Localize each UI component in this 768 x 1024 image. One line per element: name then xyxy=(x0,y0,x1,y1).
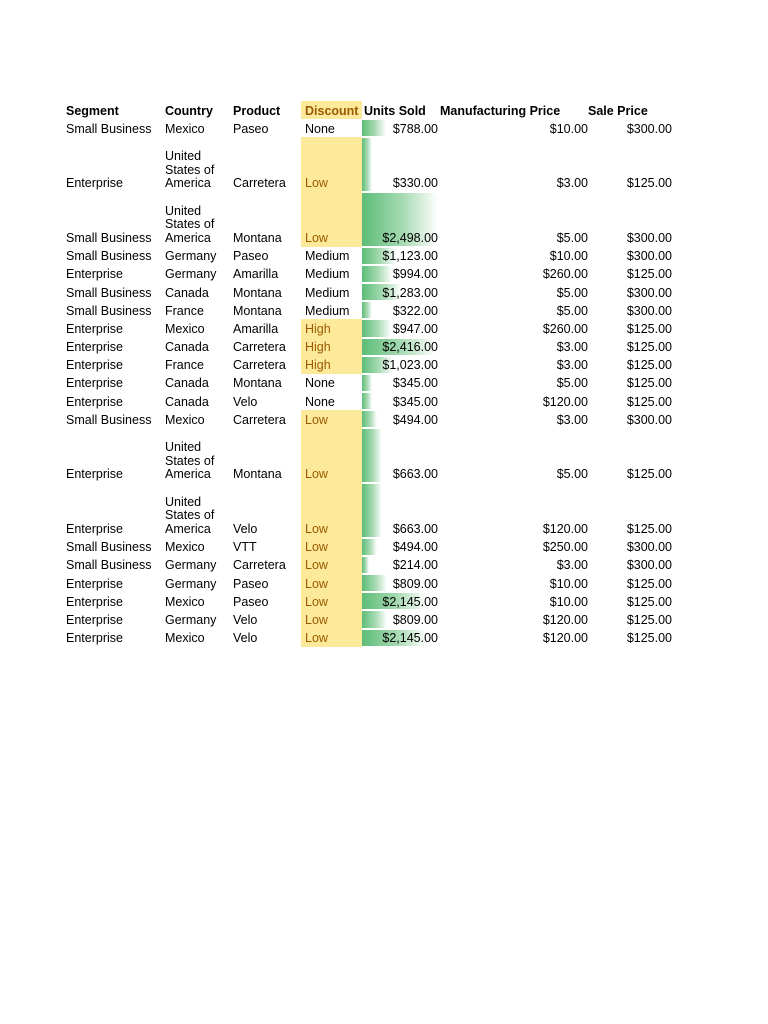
product-cell[interactable]: Montana xyxy=(233,303,282,318)
units-sold-value: $2,145.00 xyxy=(382,631,438,646)
units-sold-value: $345.00 xyxy=(392,394,438,409)
discount-cell[interactable]: Low xyxy=(301,556,362,574)
product-cell[interactable]: Paseo xyxy=(233,576,269,591)
units-sold-value: $330.00 xyxy=(392,176,438,191)
segment-cell[interactable]: Small Business xyxy=(66,558,152,573)
segment-cell[interactable]: Small Business xyxy=(66,230,152,245)
units-sold-value: $663.00 xyxy=(392,467,438,482)
segment-cell[interactable]: Enterprise xyxy=(66,467,123,482)
manufacturing-price-cell[interactable]: $3.00 xyxy=(556,558,588,573)
units-sold-cell[interactable] xyxy=(362,428,438,483)
units-sold-value: $809.00 xyxy=(392,576,438,591)
manufacturing-price-cell[interactable]: $120.00 xyxy=(542,394,588,409)
sale-price-cell[interactable]: $125.00 xyxy=(626,612,672,627)
segment-cell[interactable]: Small Business xyxy=(66,412,152,427)
units-sold-value: $663.00 xyxy=(392,522,438,537)
product-cell[interactable]: Velo xyxy=(233,631,258,646)
discount-cell[interactable]: Low xyxy=(301,592,362,610)
units-sold-cell[interactable] xyxy=(362,574,438,592)
country-cell[interactable]: Germany xyxy=(165,249,217,264)
units-sold-value: $2,145.00 xyxy=(382,594,438,609)
sale-price-cell[interactable]: $300.00 xyxy=(626,249,672,264)
product-cell[interactable]: Carretera xyxy=(233,358,286,373)
country-cell[interactable]: United States of America xyxy=(165,494,215,537)
discount-cell[interactable]: Low xyxy=(301,610,362,628)
units-sold-cell[interactable] xyxy=(362,265,438,283)
units-sold-cell[interactable] xyxy=(362,319,438,337)
sale-price-cell[interactable]: $125.00 xyxy=(626,358,672,373)
sale-price-cell[interactable]: $125.00 xyxy=(626,394,672,409)
segment-cell[interactable]: Small Business xyxy=(66,285,152,300)
units-sold-cell[interactable] xyxy=(362,137,438,192)
country-cell[interactable]: Mexico xyxy=(165,412,205,427)
manufacturing-price-cell[interactable]: $260.00 xyxy=(542,321,588,336)
sale-price-cell[interactable]: $300.00 xyxy=(626,303,672,318)
discount-cell[interactable]: High xyxy=(301,338,362,356)
country-cell[interactable]: Mexico xyxy=(165,631,205,646)
manufacturing-price-cell[interactable]: $10.00 xyxy=(549,576,588,591)
segment-cell[interactable]: Enterprise xyxy=(66,267,123,282)
product-cell[interactable]: Carretera xyxy=(233,340,286,355)
sale-price-cell[interactable]: $125.00 xyxy=(626,631,672,646)
country-cell[interactable]: United States of America xyxy=(165,203,215,245)
header-product[interactable]: Product xyxy=(233,103,281,118)
country-cell[interactable]: Canada xyxy=(165,340,209,355)
sale-price-cell[interactable]: $300.00 xyxy=(626,558,672,573)
segment-cell[interactable]: Enterprise xyxy=(66,612,123,627)
segment-cell[interactable]: Enterprise xyxy=(66,394,123,409)
units-sold-value: $809.00 xyxy=(392,612,438,627)
sale-price-cell[interactable]: $125.00 xyxy=(626,576,672,591)
manufacturing-price-cell[interactable]: $3.00 xyxy=(556,412,588,427)
sale-price-cell[interactable]: $125.00 xyxy=(626,467,672,482)
sale-price-cell[interactable]: $125.00 xyxy=(626,522,672,537)
manufacturing-price-cell[interactable]: $5.00 xyxy=(556,285,588,300)
country-cell[interactable]: Germany xyxy=(165,576,217,591)
units-sold-value: $214.00 xyxy=(392,558,438,573)
units-sold-value: $2,498.00 xyxy=(382,230,438,245)
segment-cell[interactable]: Small Business xyxy=(66,540,152,555)
country-cell[interactable]: Germany xyxy=(165,267,217,282)
units-sold-cell[interactable] xyxy=(362,301,438,319)
units-sold-cell[interactable] xyxy=(362,356,438,374)
manufacturing-price-cell[interactable]: $10.00 xyxy=(549,594,588,609)
segment-cell[interactable]: Small Business xyxy=(66,121,152,136)
segment-cell[interactable]: Enterprise xyxy=(66,176,123,191)
manufacturing-price-cell[interactable]: $120.00 xyxy=(542,631,588,646)
sale-price-cell[interactable]: $300.00 xyxy=(626,412,672,427)
manufacturing-price-cell[interactable]: $5.00 xyxy=(556,303,588,318)
manufacturing-price-cell[interactable]: $120.00 xyxy=(542,522,588,537)
manufacturing-price-cell[interactable]: $5.00 xyxy=(556,230,588,245)
product-cell[interactable]: Velo xyxy=(233,394,258,409)
sale-price-cell[interactable]: $125.00 xyxy=(626,176,672,191)
product-cell[interactable]: Carretera xyxy=(233,412,286,427)
units-sold-value: $2,416.00 xyxy=(382,340,438,355)
sale-price-cell[interactable]: $300.00 xyxy=(626,285,672,300)
product-cell[interactable]: Carretera xyxy=(233,176,286,191)
manufacturing-price-cell[interactable]: $3.00 xyxy=(556,358,588,373)
product-cell[interactable]: Montana xyxy=(233,285,282,300)
country-cell[interactable]: France xyxy=(165,358,204,373)
country-cell[interactable]: Canada xyxy=(165,285,209,300)
discount-cell[interactable]: High xyxy=(301,356,362,374)
manufacturing-price-cell[interactable]: $3.00 xyxy=(556,176,588,191)
header-segment[interactable]: Segment xyxy=(66,103,119,118)
discount-cell[interactable]: None xyxy=(305,376,335,391)
segment-cell[interactable]: Enterprise xyxy=(66,594,123,609)
header-sale-price[interactable]: Sale Price xyxy=(588,103,648,118)
units-sold-cell[interactable] xyxy=(362,483,438,538)
discount-cell[interactable]: Low xyxy=(301,428,362,483)
country-cell[interactable]: France xyxy=(165,303,204,318)
country-cell[interactable]: Mexico xyxy=(165,594,205,609)
sale-price-cell[interactable]: $125.00 xyxy=(626,340,672,355)
units-sold-value: $494.00 xyxy=(392,412,438,427)
units-sold-cell[interactable] xyxy=(362,556,438,574)
units-sold-value: $494.00 xyxy=(392,540,438,555)
manufacturing-price-cell[interactable]: $5.00 xyxy=(556,467,588,482)
country-cell[interactable]: Mexico xyxy=(165,321,205,336)
discount-cell[interactable]: Low xyxy=(301,410,362,428)
country-cell[interactable]: Germany xyxy=(165,558,217,573)
segment-cell[interactable]: Enterprise xyxy=(66,340,123,355)
product-cell[interactable]: Velo xyxy=(233,522,258,537)
manufacturing-price-cell[interactable]: $3.00 xyxy=(556,340,588,355)
units-sold-value: $994.00 xyxy=(392,267,438,282)
manufacturing-price-cell[interactable]: $260.00 xyxy=(542,267,588,282)
manufacturing-price-cell[interactable]: $10.00 xyxy=(549,121,588,136)
discount-cell[interactable]: Medium xyxy=(305,249,350,264)
units-sold-cell[interactable] xyxy=(362,592,438,610)
segment-cell[interactable]: Enterprise xyxy=(66,522,123,537)
sale-price-cell[interactable]: $300.00 xyxy=(626,121,672,136)
units-sold-cell[interactable] xyxy=(362,538,438,556)
discount-cell[interactable]: Medium xyxy=(305,267,350,282)
discount-cell[interactable]: High xyxy=(301,319,362,337)
manufacturing-price-cell[interactable]: $120.00 xyxy=(542,612,588,627)
units-sold-cell[interactable] xyxy=(362,392,438,410)
discount-cell[interactable]: Low xyxy=(301,538,362,556)
segment-cell[interactable]: Enterprise xyxy=(66,358,123,373)
country-cell[interactable]: Canada xyxy=(165,394,209,409)
country-cell[interactable]: Mexico xyxy=(165,121,205,136)
country-cell[interactable]: Canada xyxy=(165,376,209,391)
header-units-sold[interactable]: Units Sold xyxy=(364,103,426,118)
product-cell[interactable]: Amarilla xyxy=(233,321,279,336)
units-sold-cell[interactable] xyxy=(362,192,438,247)
units-sold-cell[interactable] xyxy=(362,410,438,428)
manufacturing-price-cell[interactable]: $10.00 xyxy=(549,249,588,264)
sale-price-cell[interactable]: $300.00 xyxy=(626,230,672,245)
sale-price-cell[interactable]: $125.00 xyxy=(626,267,672,282)
segment-cell[interactable]: Enterprise xyxy=(66,631,123,646)
country-cell[interactable]: Mexico xyxy=(165,540,205,555)
units-sold-value: $947.00 xyxy=(392,321,438,336)
segment-cell[interactable]: Small Business xyxy=(66,249,152,264)
units-sold-value: $1,123.00 xyxy=(382,249,438,264)
units-sold-cell[interactable] xyxy=(362,338,438,356)
units-sold-value: $322.00 xyxy=(392,303,438,318)
discount-cell[interactable]: Medium xyxy=(305,285,350,300)
country-cell[interactable]: United States of America xyxy=(165,440,215,482)
units-sold-cell[interactable] xyxy=(362,283,438,301)
product-cell[interactable]: Montana xyxy=(233,467,282,482)
header-discount[interactable]: Discount xyxy=(301,101,362,119)
product-cell[interactable]: Carretera xyxy=(233,558,286,573)
units-sold-value: $1,023.00 xyxy=(382,358,438,373)
segment-cell[interactable]: Enterprise xyxy=(66,376,123,391)
units-sold-value: $1,283.00 xyxy=(382,285,438,300)
product-cell[interactable]: Montana xyxy=(233,376,282,391)
discount-cell[interactable]: Low xyxy=(301,137,362,192)
country-cell[interactable]: Germany xyxy=(165,612,217,627)
discount-cell[interactable]: Low xyxy=(301,574,362,592)
country-cell[interactable]: United States of America xyxy=(165,149,215,191)
segment-cell[interactable]: Enterprise xyxy=(66,321,123,336)
units-sold-cell[interactable] xyxy=(362,610,438,628)
product-cell[interactable]: Velo xyxy=(233,612,258,627)
discount-cell[interactable]: Low xyxy=(301,483,362,538)
product-cell[interactable]: VTT xyxy=(233,540,257,555)
sale-price-cell[interactable]: $125.00 xyxy=(626,594,672,609)
manufacturing-price-cell[interactable]: $250.00 xyxy=(542,540,588,555)
discount-cell[interactable]: None xyxy=(305,121,335,136)
units-sold-value: $345.00 xyxy=(392,376,438,391)
discount-cell[interactable]: Low xyxy=(301,629,362,647)
header-manufacturing-price[interactable]: Manufacturing Price xyxy=(440,103,561,118)
units-sold-cell[interactable] xyxy=(362,119,438,137)
product-cell[interactable]: Paseo xyxy=(233,249,269,264)
sale-price-cell[interactable]: $125.00 xyxy=(626,376,672,391)
units-sold-cell[interactable] xyxy=(362,247,438,265)
units-sold-cell[interactable] xyxy=(362,374,438,392)
units-sold-cell[interactable] xyxy=(362,629,438,647)
product-cell[interactable]: Paseo xyxy=(233,121,269,136)
units-sold-value: $788.00 xyxy=(392,121,438,136)
manufacturing-price-cell[interactable]: $5.00 xyxy=(556,376,588,391)
segment-cell[interactable]: Enterprise xyxy=(66,576,123,591)
sale-price-cell[interactable]: $300.00 xyxy=(626,540,672,555)
segment-cell[interactable]: Small Business xyxy=(66,303,152,318)
discount-cell[interactable]: Low xyxy=(301,192,362,247)
product-cell[interactable]: Paseo xyxy=(233,594,269,609)
header-country[interactable]: Country xyxy=(165,103,213,118)
product-cell[interactable]: Montana xyxy=(233,230,282,245)
sale-price-cell[interactable]: $125.00 xyxy=(626,321,672,336)
product-cell[interactable]: Amarilla xyxy=(233,267,279,282)
discount-cell[interactable]: Medium xyxy=(305,303,350,318)
discount-cell[interactable]: None xyxy=(305,394,335,409)
